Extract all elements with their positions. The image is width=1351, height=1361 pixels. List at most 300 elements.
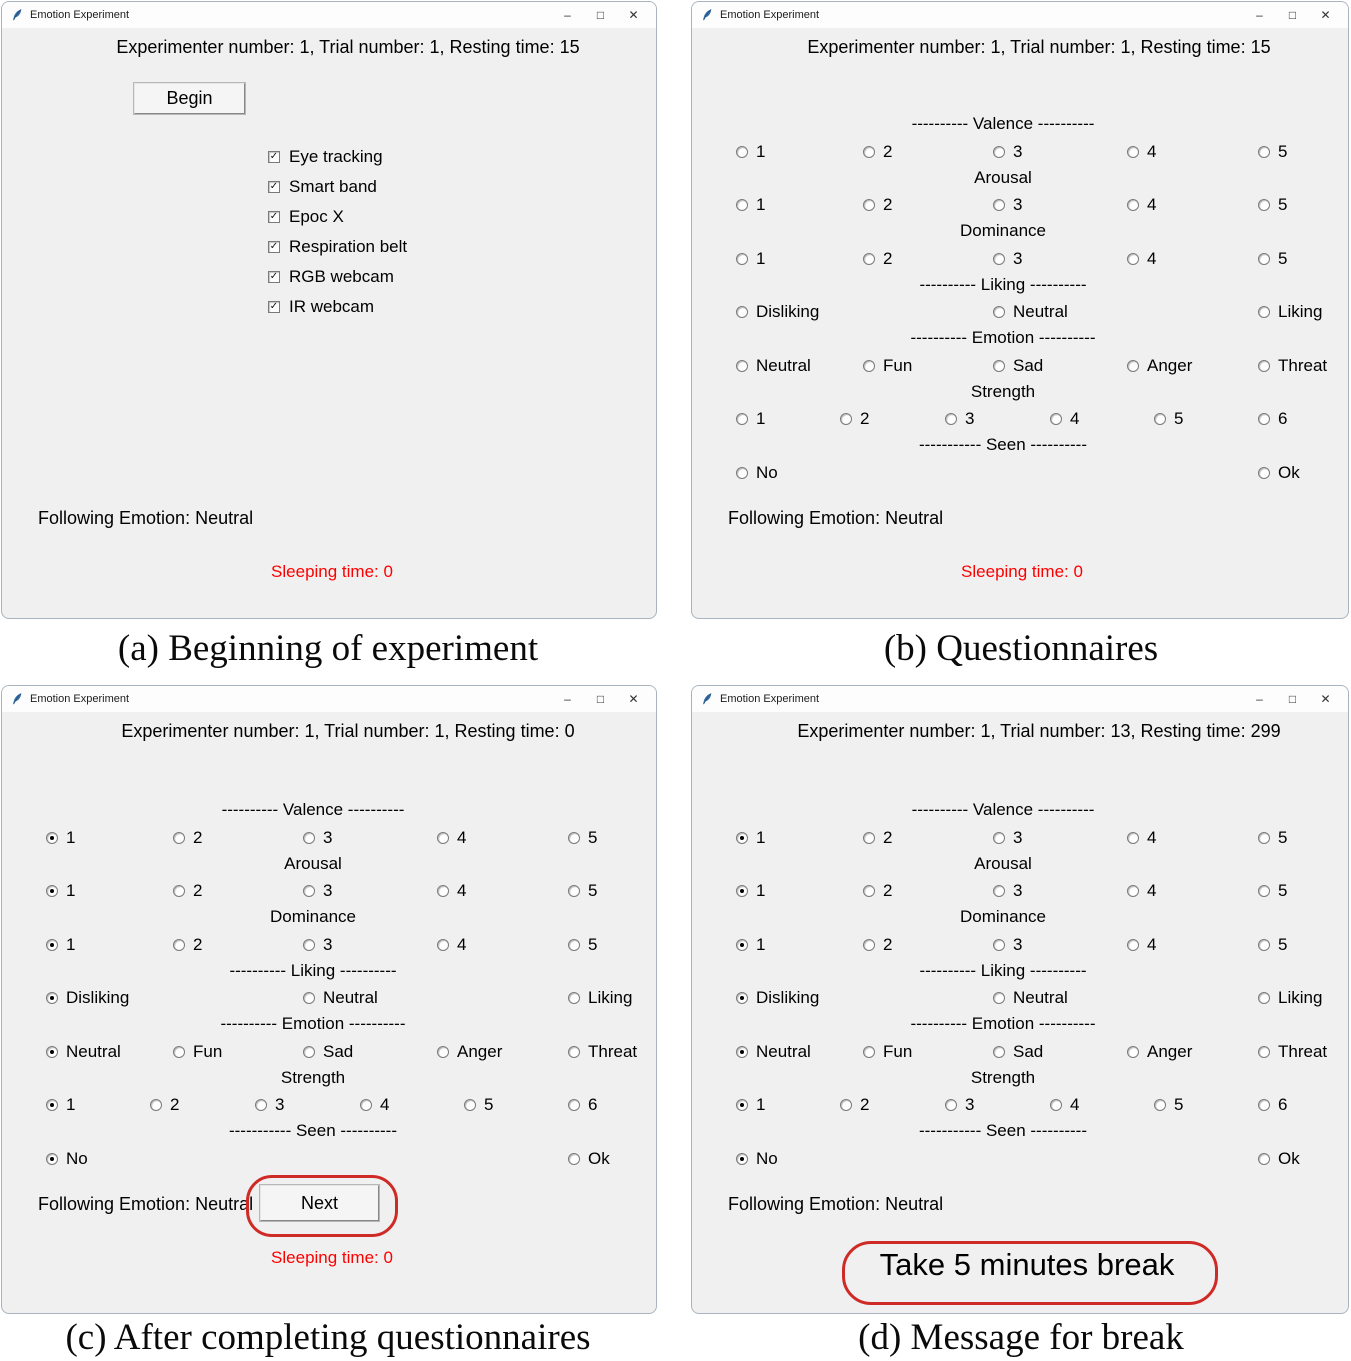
radio-icon: [1127, 885, 1139, 897]
radio-liking-disliking[interactable]: [736, 988, 819, 1008]
radio-icon: [1258, 1099, 1270, 1111]
radio-label: 5: [1278, 881, 1288, 900]
radio-icon: [1258, 413, 1270, 425]
radio-selected-icon: [46, 1099, 58, 1111]
radio-icon: [993, 360, 1005, 372]
minimize-icon[interactable]: –: [1256, 8, 1263, 22]
radio-strength-3[interactable]: [945, 409, 974, 429]
radio-label: 2: [883, 881, 893, 900]
radio-label: 1: [756, 142, 766, 161]
radio-emotion-threat[interactable]: [1258, 356, 1327, 376]
maximize-icon[interactable]: □: [1288, 8, 1297, 22]
radio-icon: [1127, 939, 1139, 951]
begin-button[interactable]: Begin: [134, 83, 245, 114]
radio-valence-1[interactable]: [736, 828, 765, 848]
section-title-strength: Strength: [970, 382, 1036, 401]
radio-liking-liking[interactable]: [1258, 988, 1322, 1008]
radio-label: 4: [1147, 828, 1157, 847]
radio-selected-icon: [46, 939, 58, 951]
radio-selected-icon: [46, 832, 58, 844]
radio-seen-no[interactable]: [736, 1149, 778, 1169]
radio-label: 5: [1278, 195, 1288, 214]
radio-icon: [568, 992, 580, 1004]
radio-label: Ok: [588, 1149, 610, 1168]
radio-label: Threat: [588, 1042, 638, 1061]
radio-liking-liking[interactable]: [1258, 302, 1322, 322]
radio-icon: [464, 1099, 476, 1111]
radio-label: 3: [1013, 935, 1023, 954]
radio-selected-icon: [736, 885, 748, 897]
caption-a: (a) Beginning of experiment: [117, 628, 539, 669]
radio-icon: [303, 1046, 315, 1058]
radio-icon: [993, 199, 1005, 211]
radio-dominance-1[interactable]: [736, 935, 765, 955]
radio-dominance-2[interactable]: [863, 249, 892, 269]
checkbox-checked-icon: [268, 211, 280, 223]
radio-emotion-sad[interactable]: [993, 1042, 1043, 1062]
radio-seen-ok[interactable]: [568, 1149, 610, 1169]
radio-dominance-5[interactable]: [1258, 249, 1287, 269]
radio-arousal-5[interactable]: [1258, 881, 1287, 901]
following-emotion-text: Following Emotion: Neutral: [728, 1194, 944, 1214]
radio-valence-3[interactable]: [303, 828, 332, 848]
radio-label: 1: [756, 195, 766, 214]
radio-icon: [993, 992, 1005, 1004]
radio-liking-disliking[interactable]: [46, 988, 129, 1008]
radio-label: 5: [1278, 828, 1288, 847]
radio-strength-4[interactable]: [1050, 409, 1079, 429]
radio-emotion-sad[interactable]: [303, 1042, 353, 1062]
radio-emotion-neutral[interactable]: [46, 1042, 121, 1062]
radio-label: 4: [457, 828, 467, 847]
section-title-valence: ---------- Valence ----------: [221, 800, 405, 819]
radio-strength-3[interactable]: [945, 1095, 974, 1115]
radio-strength-3[interactable]: [255, 1095, 284, 1115]
radio-emotion-threat[interactable]: [1258, 1042, 1327, 1062]
radio-icon: [863, 885, 875, 897]
radio-label: 3: [1013, 881, 1023, 900]
section-title-seen: ----------- Seen ----------: [918, 435, 1088, 454]
radio-icon: [736, 306, 748, 318]
radio-icon: [568, 885, 580, 897]
radio-valence-3[interactable]: [993, 828, 1022, 848]
radio-icon: [437, 1046, 449, 1058]
radio-label: Neutral: [756, 356, 811, 375]
close-icon[interactable]: ✕: [1320, 8, 1331, 22]
radio-emotion-threat[interactable]: [568, 1042, 637, 1062]
radio-emotion-neutral[interactable]: [736, 1042, 811, 1062]
radio-arousal-1[interactable]: [736, 881, 765, 901]
radio-label: 2: [883, 828, 893, 847]
radio-emotion-anger[interactable]: [437, 1042, 502, 1062]
radio-label: Anger: [1147, 1042, 1193, 1061]
radio-icon: [303, 992, 315, 1004]
radio-label: Anger: [1147, 356, 1193, 375]
radio-selected-icon: [736, 1099, 748, 1111]
radio-emotion-anger[interactable]: [1127, 1042, 1192, 1062]
radio-label: 5: [1278, 142, 1288, 161]
radio-label: Liking: [1278, 302, 1323, 321]
radio-selected-icon: [46, 885, 58, 897]
radio-arousal-4[interactable]: [437, 881, 466, 901]
radio-arousal-3[interactable]: [303, 881, 332, 901]
radio-label: 3: [1013, 195, 1023, 214]
checkbox-checked-icon: [268, 241, 280, 253]
radio-seen-no[interactable]: [46, 1149, 88, 1169]
section-title-emotion: ---------- Emotion ----------: [220, 1014, 406, 1033]
radio-label: 2: [860, 1095, 870, 1114]
section-title-strength: Strength: [280, 1068, 346, 1087]
radio-label: 2: [860, 409, 870, 428]
section-title-seen: ----------- Seen ----------: [228, 1121, 398, 1140]
radio-strength-1[interactable]: [736, 1095, 765, 1115]
close-icon[interactable]: ✕: [628, 8, 639, 22]
section-title-valence: ---------- Valence ----------: [911, 800, 1095, 819]
radio-dominance-4[interactable]: [1127, 249, 1156, 269]
radio-icon: [863, 832, 875, 844]
radio-dominance-2[interactable]: [173, 935, 202, 955]
radio-arousal-2[interactable]: [863, 195, 892, 215]
radio-icon: [1050, 1099, 1062, 1111]
radio-icon: [568, 939, 580, 951]
radio-strength-4[interactable]: [1050, 1095, 1079, 1115]
radio-strength-2[interactable]: [150, 1095, 179, 1115]
radio-icon: [736, 253, 748, 265]
radio-valence-2[interactable]: [173, 828, 202, 848]
radio-label: 3: [275, 1095, 285, 1114]
maximize-icon[interactable]: □: [596, 8, 605, 22]
radio-liking-liking[interactable]: [568, 988, 632, 1008]
radio-liking-neutral[interactable]: [303, 988, 378, 1008]
radio-selected-icon: [46, 1153, 58, 1165]
radio-label: 1: [66, 881, 76, 900]
radio-icon: [993, 885, 1005, 897]
radio-seen-no[interactable]: [736, 463, 778, 483]
radio-icon: [863, 253, 875, 265]
checkbox-label: RGB webcam: [289, 267, 394, 286]
radio-icon: [736, 199, 748, 211]
radio-icon: [863, 199, 875, 211]
radio-emotion-fun[interactable]: [863, 1042, 912, 1062]
radio-valence-4[interactable]: [1127, 828, 1156, 848]
radio-valence-5[interactable]: [1258, 142, 1287, 162]
radio-dominance-1[interactable]: [736, 249, 765, 269]
radio-label: Disliking: [756, 988, 820, 1007]
maximize-icon[interactable]: □: [596, 692, 605, 706]
section-title-arousal: Arousal: [974, 854, 1032, 873]
radio-emotion-fun[interactable]: [863, 356, 912, 376]
checkbox-epoc-x[interactable]: [268, 207, 344, 227]
radio-dominance-5[interactable]: [1258, 935, 1287, 955]
radio-label: 1: [756, 881, 766, 900]
window-title: Emotion Experiment: [30, 693, 130, 705]
radio-label: 1: [756, 1095, 766, 1114]
minimize-icon[interactable]: –: [1256, 692, 1263, 706]
radio-label: 2: [883, 142, 893, 161]
close-icon[interactable]: ✕: [1320, 692, 1331, 706]
radio-label: Disliking: [756, 302, 820, 321]
next-button[interactable]: Next: [260, 1185, 379, 1221]
radio-strength-4[interactable]: [360, 1095, 389, 1115]
radio-icon: [736, 360, 748, 372]
radio-label: No: [66, 1149, 88, 1168]
radio-icon: [993, 253, 1005, 265]
radio-valence-1[interactable]: [46, 828, 75, 848]
radio-valence-5[interactable]: [568, 828, 597, 848]
radio-selected-icon: [736, 939, 748, 951]
radio-emotion-anger[interactable]: [1127, 356, 1192, 376]
radio-icon: [1050, 413, 1062, 425]
radio-icon: [840, 1099, 852, 1111]
radio-label: 2: [883, 195, 893, 214]
radio-icon: [173, 832, 185, 844]
radio-label: 1: [66, 935, 76, 954]
window-title: Emotion Experiment: [30, 9, 130, 21]
radio-icon: [1258, 467, 1270, 479]
section-title-dominance: Dominance: [960, 221, 1046, 240]
radio-label: 1: [756, 828, 766, 847]
window-c: [1, 685, 657, 1314]
radio-label: Sad: [323, 1042, 354, 1061]
radio-label: Neutral: [1013, 988, 1068, 1007]
section-title-liking: ---------- Liking ----------: [919, 275, 1087, 294]
titlebar[interactable]: [2, 2, 656, 28]
sleeping-time-text: Sleeping time: 0: [271, 1248, 393, 1267]
radio-selected-icon: [46, 992, 58, 1004]
caption-b: (b) Questionnaires: [883, 628, 1159, 669]
radio-label: Fun: [883, 356, 913, 375]
radio-icon: [568, 1153, 580, 1165]
radio-label: 2: [193, 935, 203, 954]
radio-icon: [1258, 1046, 1270, 1058]
radio-dominance-3[interactable]: [993, 935, 1022, 955]
radio-label: 4: [457, 881, 467, 900]
radio-icon: [1258, 939, 1270, 951]
section-title-valence: ---------- Valence ----------: [911, 114, 1095, 133]
radio-valence-3[interactable]: [993, 142, 1022, 162]
radio-label: 5: [484, 1095, 494, 1114]
radio-emotion-neutral[interactable]: [736, 356, 811, 376]
radio-icon: [863, 146, 875, 158]
radio-label: Sad: [1013, 1042, 1044, 1061]
checkbox-rgb-webcam[interactable]: [268, 267, 394, 287]
radio-label: 1: [756, 249, 766, 268]
section-title-emotion: ---------- Emotion ----------: [910, 328, 1096, 347]
radio-strength-6[interactable]: [1258, 1095, 1287, 1115]
radio-label: No: [756, 1149, 778, 1168]
radio-icon: [173, 885, 185, 897]
radio-label: 2: [193, 881, 203, 900]
radio-icon: [437, 832, 449, 844]
radio-label: 4: [1147, 142, 1157, 161]
checkbox-label: Respiration belt: [289, 237, 408, 256]
radio-icon: [360, 1099, 372, 1111]
window-title: Emotion Experiment: [720, 693, 820, 705]
radio-label: 3: [965, 1095, 975, 1114]
window-b: [691, 1, 1349, 619]
radio-label: 4: [1147, 935, 1157, 954]
section-title-dominance: Dominance: [960, 907, 1046, 926]
radio-dominance-3[interactable]: [993, 249, 1022, 269]
radio-label: 6: [588, 1095, 598, 1114]
radio-valence-4[interactable]: [437, 828, 466, 848]
experiment-status-text: Experimenter number: 1, Trial number: 1, Resting time: 15: [116, 37, 580, 57]
radio-label: 4: [380, 1095, 390, 1114]
minimize-icon[interactable]: –: [564, 8, 571, 22]
radio-label: 5: [588, 881, 598, 900]
radio-label: 6: [1278, 1095, 1288, 1114]
radio-icon: [1258, 992, 1270, 1004]
radio-emotion-sad[interactable]: [993, 356, 1043, 376]
python-feather-icon: [11, 8, 24, 22]
radio-label: Threat: [1278, 1042, 1328, 1061]
radio-arousal-4[interactable]: [1127, 195, 1156, 215]
radio-arousal-2[interactable]: [863, 881, 892, 901]
minimize-icon[interactable]: –: [564, 692, 571, 706]
radio-arousal-2[interactable]: [173, 881, 202, 901]
window-title: Emotion Experiment: [720, 9, 820, 21]
radio-icon: [736, 146, 748, 158]
radio-dominance-5[interactable]: [568, 935, 597, 955]
radio-label: 1: [66, 828, 76, 847]
radio-arousal-1[interactable]: [736, 195, 765, 215]
window-d: [691, 685, 1349, 1314]
radio-seen-ok[interactable]: [1258, 463, 1300, 483]
radio-label: 2: [883, 935, 893, 954]
radio-icon: [1258, 306, 1270, 318]
radio-liking-neutral[interactable]: [993, 302, 1068, 322]
radio-icon: [840, 413, 852, 425]
sleeping-time-text: Sleeping time: 0: [961, 562, 1083, 581]
radio-seen-ok[interactable]: [1258, 1149, 1300, 1169]
section-title-liking: ---------- Liking ----------: [919, 961, 1087, 980]
checkbox-label: Eye tracking: [289, 147, 383, 166]
radio-strength-2[interactable]: [840, 409, 869, 429]
radio-label: Liking: [1278, 988, 1323, 1007]
radio-dominance-4[interactable]: [437, 935, 466, 955]
radio-arousal-5[interactable]: [568, 881, 597, 901]
close-icon[interactable]: ✕: [628, 692, 639, 706]
checkbox-respiration-belt[interactable]: [268, 237, 407, 257]
checkbox-eye-tracking[interactable]: [268, 147, 383, 167]
section-title-seen: ----------- Seen ----------: [918, 1121, 1088, 1140]
section-title-emotion: ---------- Emotion ----------: [910, 1014, 1096, 1033]
radio-valence-2[interactable]: [863, 142, 892, 162]
radio-icon: [1258, 199, 1270, 211]
radio-icon: [945, 1099, 957, 1111]
radio-label: Neutral: [1013, 302, 1068, 321]
radio-icon: [1127, 146, 1139, 158]
radio-icon: [1154, 413, 1166, 425]
radio-icon: [1258, 146, 1270, 158]
radio-arousal-3[interactable]: [993, 881, 1022, 901]
questionnaire: [692, 686, 1348, 1313]
radio-dominance-1[interactable]: [46, 935, 75, 955]
radio-dominance-4[interactable]: [1127, 935, 1156, 955]
radio-icon: [150, 1099, 162, 1111]
radio-selected-icon: [736, 1153, 748, 1165]
radio-liking-neutral[interactable]: [993, 988, 1068, 1008]
radio-label: Fun: [883, 1042, 913, 1061]
radio-strength-6[interactable]: [1258, 409, 1287, 429]
radio-label: 5: [1278, 935, 1288, 954]
radio-emotion-fun[interactable]: [173, 1042, 222, 1062]
radio-label: 1: [756, 935, 766, 954]
sleeping-time-text: Sleeping time: 0: [271, 562, 393, 581]
section-title-arousal: Arousal: [284, 854, 342, 873]
radio-strength-5[interactable]: [1154, 409, 1183, 429]
radio-dominance-2[interactable]: [863, 935, 892, 955]
radio-icon: [437, 885, 449, 897]
radio-icon: [1258, 360, 1270, 372]
radio-icon: [993, 939, 1005, 951]
section-title-liking: ---------- Liking ----------: [229, 961, 397, 980]
radio-valence-2[interactable]: [863, 828, 892, 848]
radio-strength-6[interactable]: [568, 1095, 597, 1115]
radio-icon: [568, 1099, 580, 1111]
radio-icon: [437, 939, 449, 951]
radio-label: 3: [323, 881, 333, 900]
checkbox-label: Smart band: [289, 177, 377, 196]
radio-label: 5: [1174, 1095, 1184, 1114]
checkbox-label: IR webcam: [289, 297, 375, 316]
radio-icon: [1127, 360, 1139, 372]
radio-arousal-3[interactable]: [993, 195, 1022, 215]
radio-valence-1[interactable]: [736, 142, 765, 162]
radio-selected-icon: [736, 832, 748, 844]
radio-icon: [945, 413, 957, 425]
radio-icon: [993, 146, 1005, 158]
radio-arousal-4[interactable]: [1127, 881, 1156, 901]
radio-label: 4: [1147, 881, 1157, 900]
radio-liking-disliking[interactable]: [736, 302, 819, 322]
radio-label: 1: [756, 409, 766, 428]
checkbox-ir-webcam[interactable]: [268, 297, 374, 317]
maximize-icon[interactable]: □: [1288, 692, 1297, 706]
radio-arousal-1[interactable]: [46, 881, 75, 901]
radio-arousal-5[interactable]: [1258, 195, 1287, 215]
radio-icon: [255, 1099, 267, 1111]
radio-label: Disliking: [66, 988, 130, 1007]
section-title-strength: Strength: [970, 1068, 1036, 1087]
radio-label: Neutral: [66, 1042, 121, 1061]
radio-strength-2[interactable]: [840, 1095, 869, 1115]
radio-icon: [736, 467, 748, 479]
radio-label: 4: [1147, 195, 1157, 214]
checkbox-smart-band[interactable]: [268, 177, 377, 197]
radio-strength-1[interactable]: [736, 409, 765, 429]
radio-label: 2: [170, 1095, 180, 1114]
radio-valence-5[interactable]: [1258, 828, 1287, 848]
radio-label: Anger: [457, 1042, 503, 1061]
radio-icon: [173, 1046, 185, 1058]
section-title-dominance: Dominance: [270, 907, 356, 926]
radio-label: Fun: [193, 1042, 223, 1061]
radio-strength-5[interactable]: [464, 1095, 493, 1115]
checkbox-checked-icon: [268, 301, 280, 313]
break-message-text: Take 5 minutes break: [879, 1247, 1175, 1282]
radio-strength-1[interactable]: [46, 1095, 75, 1115]
radio-label: 1: [66, 1095, 76, 1114]
radio-valence-4[interactable]: [1127, 142, 1156, 162]
radio-dominance-3[interactable]: [303, 935, 332, 955]
radio-label: No: [756, 463, 778, 482]
checkbox-checked-icon: [268, 181, 280, 193]
radio-icon: [736, 413, 748, 425]
experiment-status-text: Experimenter number: 1, Trial number: 1, Resting time: 0: [121, 721, 575, 741]
radio-label: 2: [883, 249, 893, 268]
radio-strength-5[interactable]: [1154, 1095, 1183, 1115]
